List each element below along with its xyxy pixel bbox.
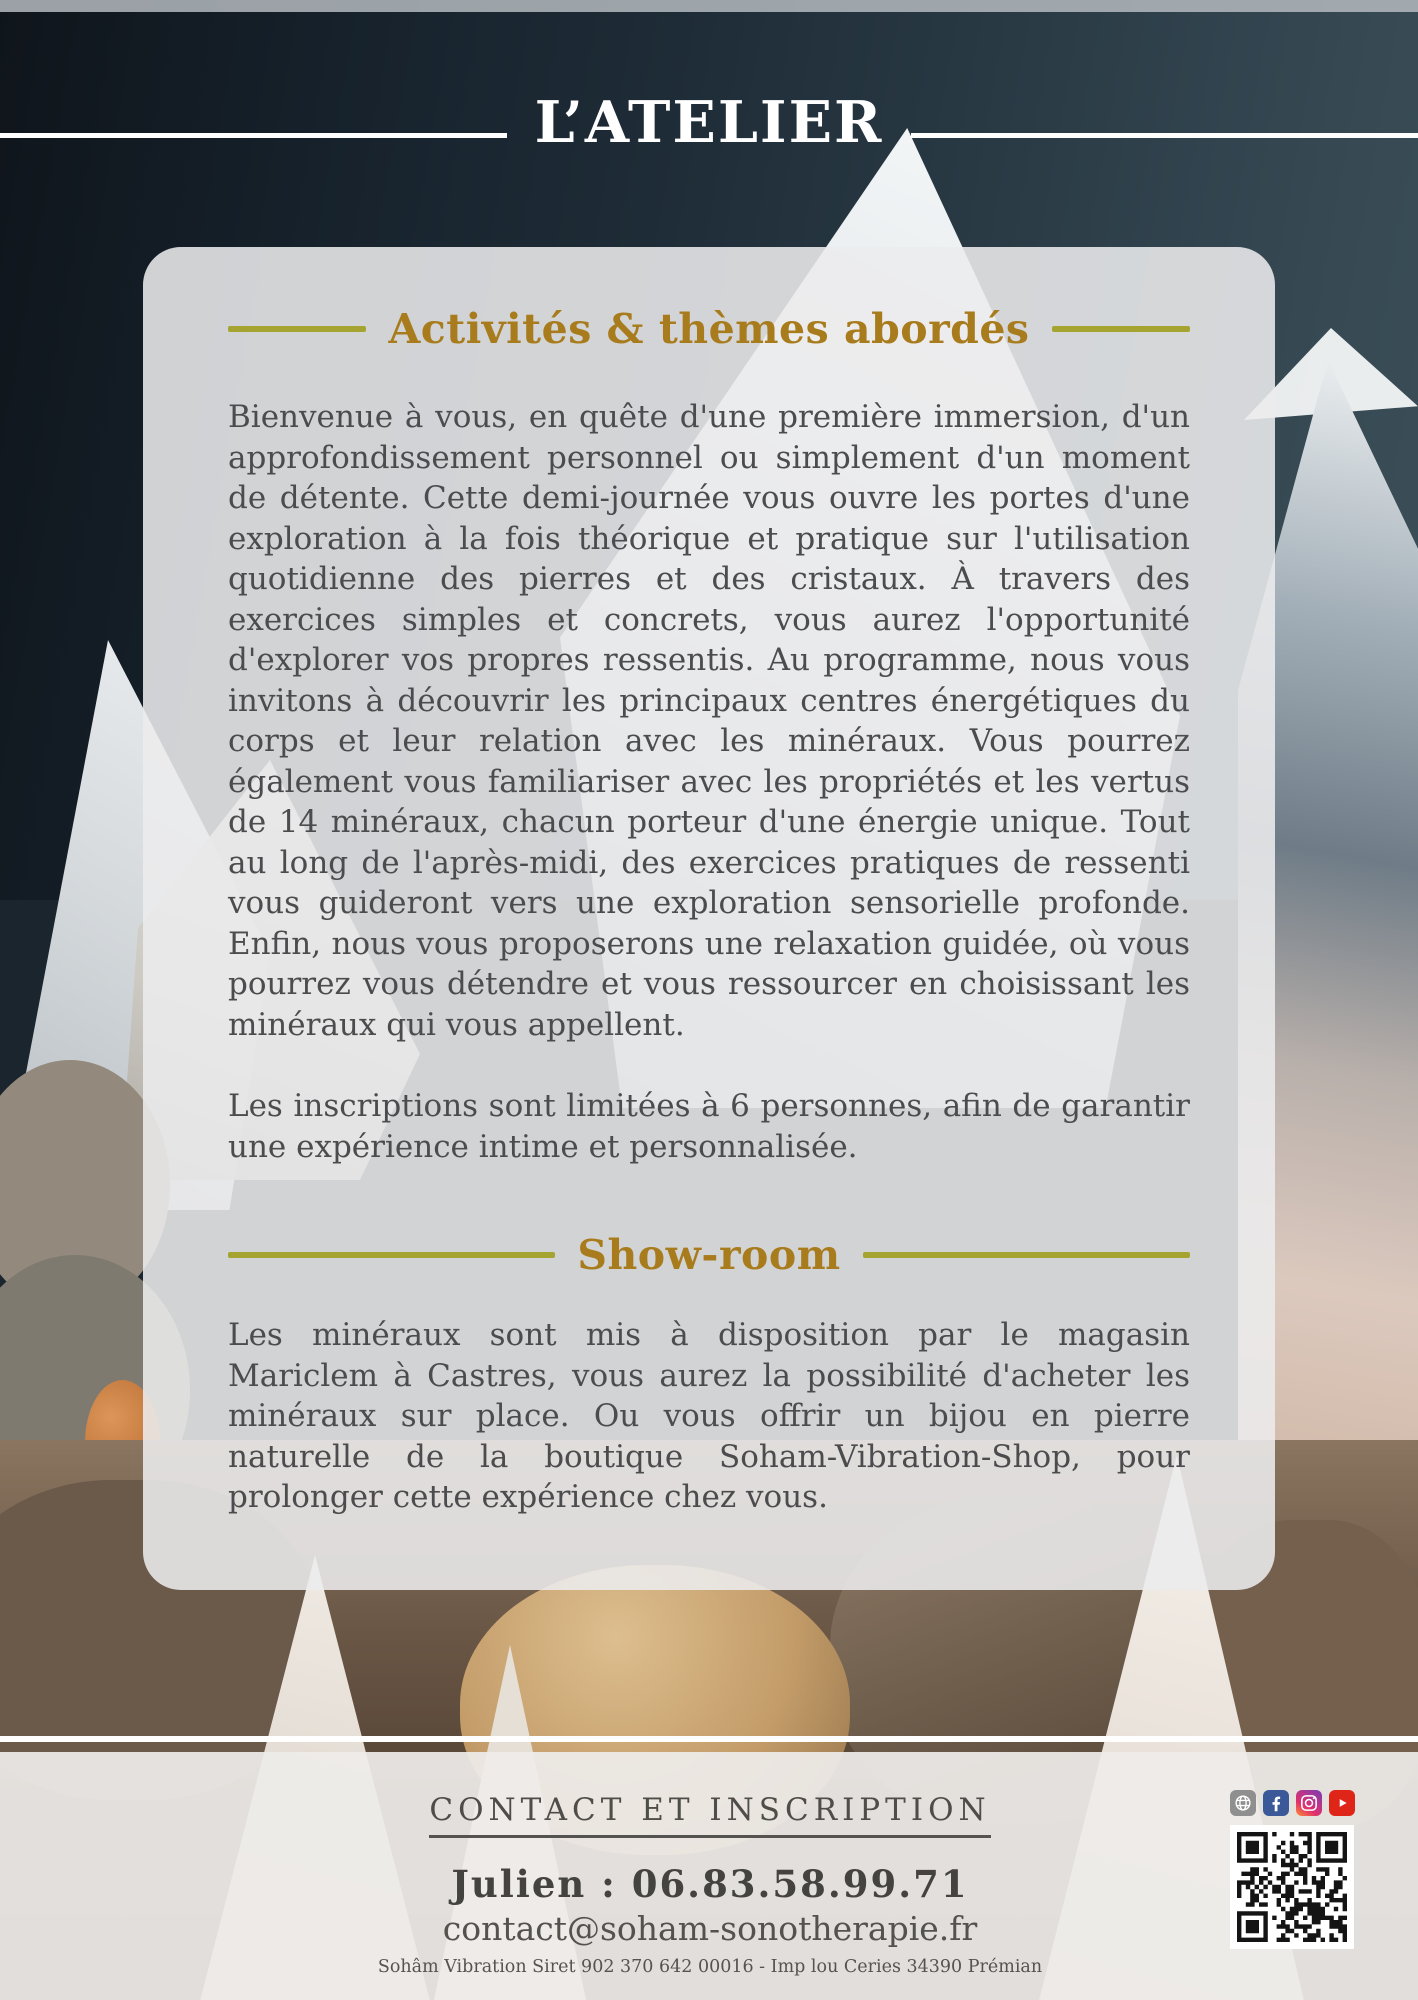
- heading-rule-left: [228, 326, 366, 332]
- instagram-icon[interactable]: [1296, 1790, 1322, 1816]
- email-address[interactable]: contact@soham-sonotherapie.fr: [442, 1909, 978, 1948]
- inscriptions-paragraph: Les inscriptions sont limitées à 6 personnes, afin de garantir une expérience intime et personnalisée.: [228, 1088, 1190, 1165]
- legal-info: Sohâm Vibration Siret 902 370 642 00016 - Imp lou Ceries 34390 Prémian: [377, 1957, 1043, 1977]
- section-showroom: [228, 1231, 1190, 1518]
- activities-paragraph: Bienvenue à vous, en quête d'une première immersion, d'un approfondissement personnel ou simplement d'un moment de détente. Cette demi-journée vous ouvre les portes d'une exploration à la fois théorique et pratique sur l'utilisation quotidienne des pierres et des cristaux. À travers des exercices simples et concrets, vous aurez l'opportunité d'explorer vos propres ressentis. Au programme, nous vous invitons à découvrir les principaux centres énergétiques du corps et leur relation avec les minéraux. Vous pourrez également vous familiariser avec les propriétés et les vertus de 14 minéraux, chacun porteur d'une énergie unique. Tout au long de l'après-midi, des exercices pratiques de ressenti vous guideront vers une exploration sensorielle profonde. Enfin, nous vous proposerons une relaxation guidée, où vous pourrez vous détendre et vous ressourcer en choisissant les minéraux qui vous appellent.: [228, 399, 1190, 1043]
- page-header: [0, 89, 1418, 169]
- web-icon[interactable]: [1230, 1790, 1256, 1816]
- info-card: [143, 247, 1275, 1590]
- facebook-icon[interactable]: [1263, 1790, 1289, 1816]
- social-and-qr-block: [1222, 1790, 1362, 1949]
- contact-title: CONTACT ET INSCRIPTION: [429, 1792, 990, 1838]
- showroom-heading: Show-room: [577, 1231, 841, 1279]
- section-activities: [228, 305, 1190, 1167]
- page-title: L’ATELIER: [534, 89, 884, 156]
- footer-separator-line: [0, 1736, 1418, 1742]
- footer: [0, 1752, 1418, 2000]
- activities-heading: Activités & thèmes abordés: [388, 305, 1030, 353]
- heading-rule-right: [863, 1252, 1190, 1258]
- heading-rule-left: [228, 1252, 555, 1258]
- contact-block: [250, 1792, 1170, 1977]
- activities-heading-row: [228, 305, 1190, 353]
- youtube-icon[interactable]: [1329, 1790, 1355, 1816]
- qr-code[interactable]: [1230, 1825, 1354, 1949]
- header-rule-left: [0, 133, 507, 138]
- photo-top-edge: [0, 0, 1418, 12]
- header-rule-right: [911, 133, 1418, 138]
- showroom-heading-row: [228, 1231, 1190, 1279]
- heading-rule-right: [1052, 326, 1190, 332]
- social-icons-row: [1222, 1790, 1362, 1816]
- phone-number: Julien : 06.83.58.99.71: [451, 1862, 969, 1906]
- showroom-paragraph: Les minéraux sont mis à disposition par le magasin Mariclem à Castres, vous aurez la possibilité d'acheter les minéraux sur place. Ou vous offrir un bijou en pierre naturelle de la boutique Soham-Vibration-Shop, pour prolonger cette expérience chez vous.: [228, 1317, 1190, 1515]
